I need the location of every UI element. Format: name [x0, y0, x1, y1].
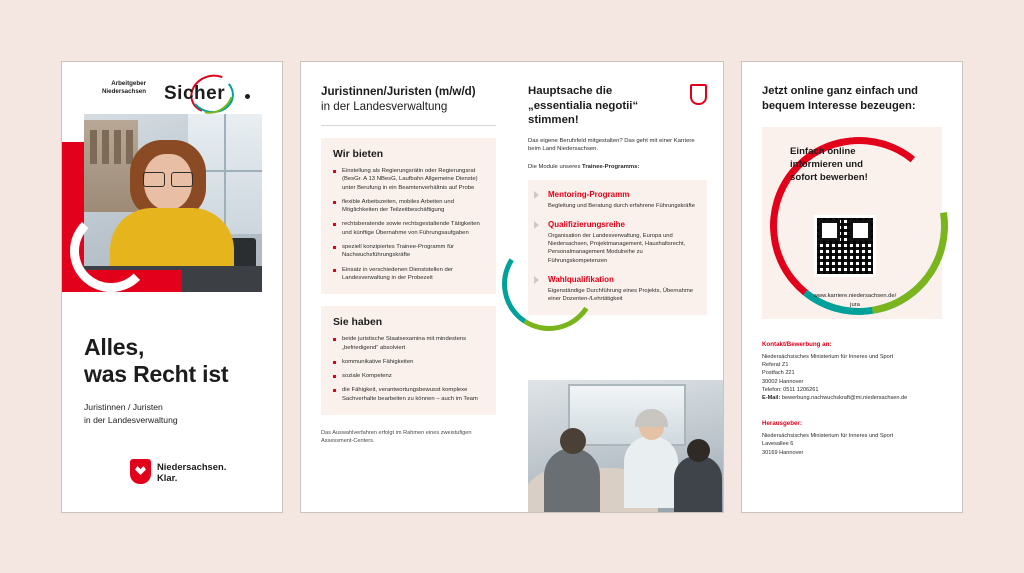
cta-text [790, 145, 926, 184]
chevron-right-icon [534, 276, 539, 284]
career-url[interactable] [780, 292, 930, 309]
contact-line: Postfach 221 [762, 370, 795, 377]
spread-right-column [512, 62, 723, 512]
module-mentoring [548, 190, 695, 210]
contact-title: Kontakt/Bewerbung an: [762, 341, 832, 348]
cover-subtitle [84, 401, 282, 426]
spread-right-heading [528, 84, 686, 128]
spread-left-column [301, 62, 512, 512]
glasses-icon [142, 172, 194, 185]
cover-header [62, 62, 282, 114]
back-panel [741, 61, 963, 513]
niedersachsen-logo-text [157, 461, 226, 483]
sicher-logo [158, 74, 254, 108]
module-text: Begleitung und Beratung durch erfahrene Führungskräfte [548, 202, 695, 209]
spread-left-heading-line2: in der Landesverwaltung [321, 100, 448, 113]
wir-bieten-list [333, 167, 484, 282]
chevron-right-icon [534, 221, 539, 229]
cover-subtitle-line2: in der Landesverwaltung [84, 414, 178, 425]
module-text: Eigenständige Durchführung eines Projekts, Übernahme einer Dozenten-/Lehrtätigkeit [548, 287, 694, 302]
sie-haben-title: Sie haben [333, 317, 383, 329]
module-qualifizierungsreihe [548, 220, 695, 265]
heading-divider [321, 125, 496, 126]
list-item: beide juristische Staatsexamina mit mindestens „befriedigend“ absolviert [333, 335, 484, 352]
cover-title [84, 334, 282, 388]
module-title: Mentoring-Programm [548, 189, 630, 199]
spread-left-heading [321, 84, 496, 114]
cover-subtitle-line1: Juristinnen / Juristen [84, 402, 163, 412]
career-url-line2: jura [850, 301, 860, 308]
niedersachsen-logo [130, 459, 226, 484]
cta-text-line2: informieren und [790, 159, 864, 170]
employer-label [90, 80, 146, 96]
publisher-line: Lavesallee 6 [762, 441, 794, 448]
cover-title-line2: was Recht ist [84, 361, 229, 387]
contact-line: 30002 Hannover [762, 378, 804, 385]
back-heading-line1: Jetzt online ganz einfach und [762, 85, 919, 97]
list-item: flexible Arbeitszeiten, mobiles Arbeiten und Möglichkeiten der Teilzeitbeschäftigung [333, 198, 484, 215]
sie-haben-box [321, 306, 496, 415]
module-title: Qualifizierungsreihe [548, 219, 625, 229]
sicher-dot-icon [245, 94, 250, 99]
list-item: Einsatz in verschiedenen Dienststellen der Landesverwaltung in der Probezeit [333, 266, 484, 283]
publisher-block [762, 420, 942, 457]
niedersachsen-logo-line2: Klar. [157, 471, 178, 483]
photo-person-right [674, 456, 722, 512]
spread-left-heading-line1: Juristinnen/Juristen (m/w/d) [321, 85, 476, 98]
list-item: Einstellung als Regierungsrätin oder Regierungsrat (BesGr. A 13 NBesG, Laufbahn Allgemeine Dienste) unter Berufung in ein Beamtenverhältnis auf Probe [333, 167, 484, 192]
meeting-photo [528, 380, 724, 512]
cover-photo-block [62, 114, 282, 292]
spread-right-heading-line1: Hauptsache die [528, 85, 613, 97]
niedersachsen-shield-icon [130, 459, 151, 484]
list-item: rechtsberatende sowie rechtsgestaltende Tätigkeiten und künftige Übernahme von Führungsaufgaben [333, 220, 484, 237]
publisher-title: Herausgeber: [762, 420, 802, 428]
module-text: Organisation der Landesverwaltung, Europa und Niedersachsen, Projektmanagement, Haushaltsrecht, Personalmanagement Modulreihe zu Führungskompetenzen [548, 232, 686, 264]
back-heading-line2: bequem Interesse bezeugen: [762, 99, 916, 112]
modules-intro-plain: Die Module unseres [528, 164, 583, 171]
spread-right-intro: Das eigene Berufsfeld mitgestalten? Das geht mit einer Karriere beim Land Niedersachsen. [528, 137, 695, 152]
list-item: speziell konzipiertes Trainee-Programm für Nachwuchsführungskräfte [333, 243, 484, 260]
chevron-right-icon [534, 191, 539, 199]
spread-panel [300, 61, 724, 513]
photo-person-left [544, 448, 600, 512]
photo-window [568, 384, 686, 446]
assessment-footnote: Das Auswahlverfahren erfolgt im Rahmen eines zweistufigen Assessment-Centers. [321, 430, 472, 445]
contact-line: Telefon: 0511 1206261 [762, 386, 819, 393]
career-url-line1: www.karriere.niedersachsen.de/ [813, 293, 897, 300]
module-wahlqualifikation [548, 275, 695, 303]
shield-outline-icon [690, 84, 707, 105]
publisher-line: 30169 Hannover [762, 449, 804, 456]
cta-text-line3: sofort bewerben! [790, 172, 868, 183]
spread-right-heading-line2: „essentialia negotii“ stimmen! [528, 99, 639, 126]
module-title: Wahlqualifikation [548, 274, 614, 284]
list-item: die Fähigkeit, verantwortungsbewusst komplexe Sachverhalte bearbeiten zu können – auch im Team [333, 386, 484, 403]
spread-right-header [528, 84, 707, 128]
employer-label-line1: Arbeitgeber [111, 80, 146, 87]
contact-email[interactable] [762, 394, 942, 402]
publisher-line: Niedersächsisches Ministerium für Inneres und Sport [762, 433, 894, 440]
cover-panel [61, 61, 283, 513]
employer-label-line2: Niedersachsen [101, 88, 146, 95]
modules-intro-bold: Trainee-Programms: [582, 164, 640, 171]
photo-person-center [624, 436, 678, 508]
niedersachsen-logo-line1: Niedersachsen. [157, 460, 227, 472]
wir-bieten-title: Wir bieten [333, 149, 384, 160]
modules-intro [528, 163, 707, 171]
list-item: kommunikative Fähigkeiten [333, 358, 484, 366]
back-heading [762, 84, 942, 113]
contact-line: Referat Z1 [762, 362, 789, 369]
modules-box [528, 180, 707, 315]
contact-block [762, 341, 942, 402]
cover-frame-white-arc [70, 210, 152, 292]
list-item: soziale Kompetenz [333, 372, 484, 380]
sicher-wordmark: Sicher [164, 83, 226, 104]
wir-bieten-box [321, 138, 496, 294]
cta-text-line1: Einfach online [790, 146, 856, 157]
contact-email-value: bewerbung.nachwuchskraft@mi.niedersachsen.de [781, 395, 908, 402]
cover-title-line1: Alles, [84, 334, 145, 360]
contact-line: Niedersächsisches Ministerium für Inneres und Sport [762, 354, 894, 360]
sie-haben-list [333, 335, 484, 403]
qr-code-icon[interactable] [814, 215, 876, 277]
cta-block [762, 127, 942, 319]
contact-email-label: E-Mail: [762, 395, 782, 402]
